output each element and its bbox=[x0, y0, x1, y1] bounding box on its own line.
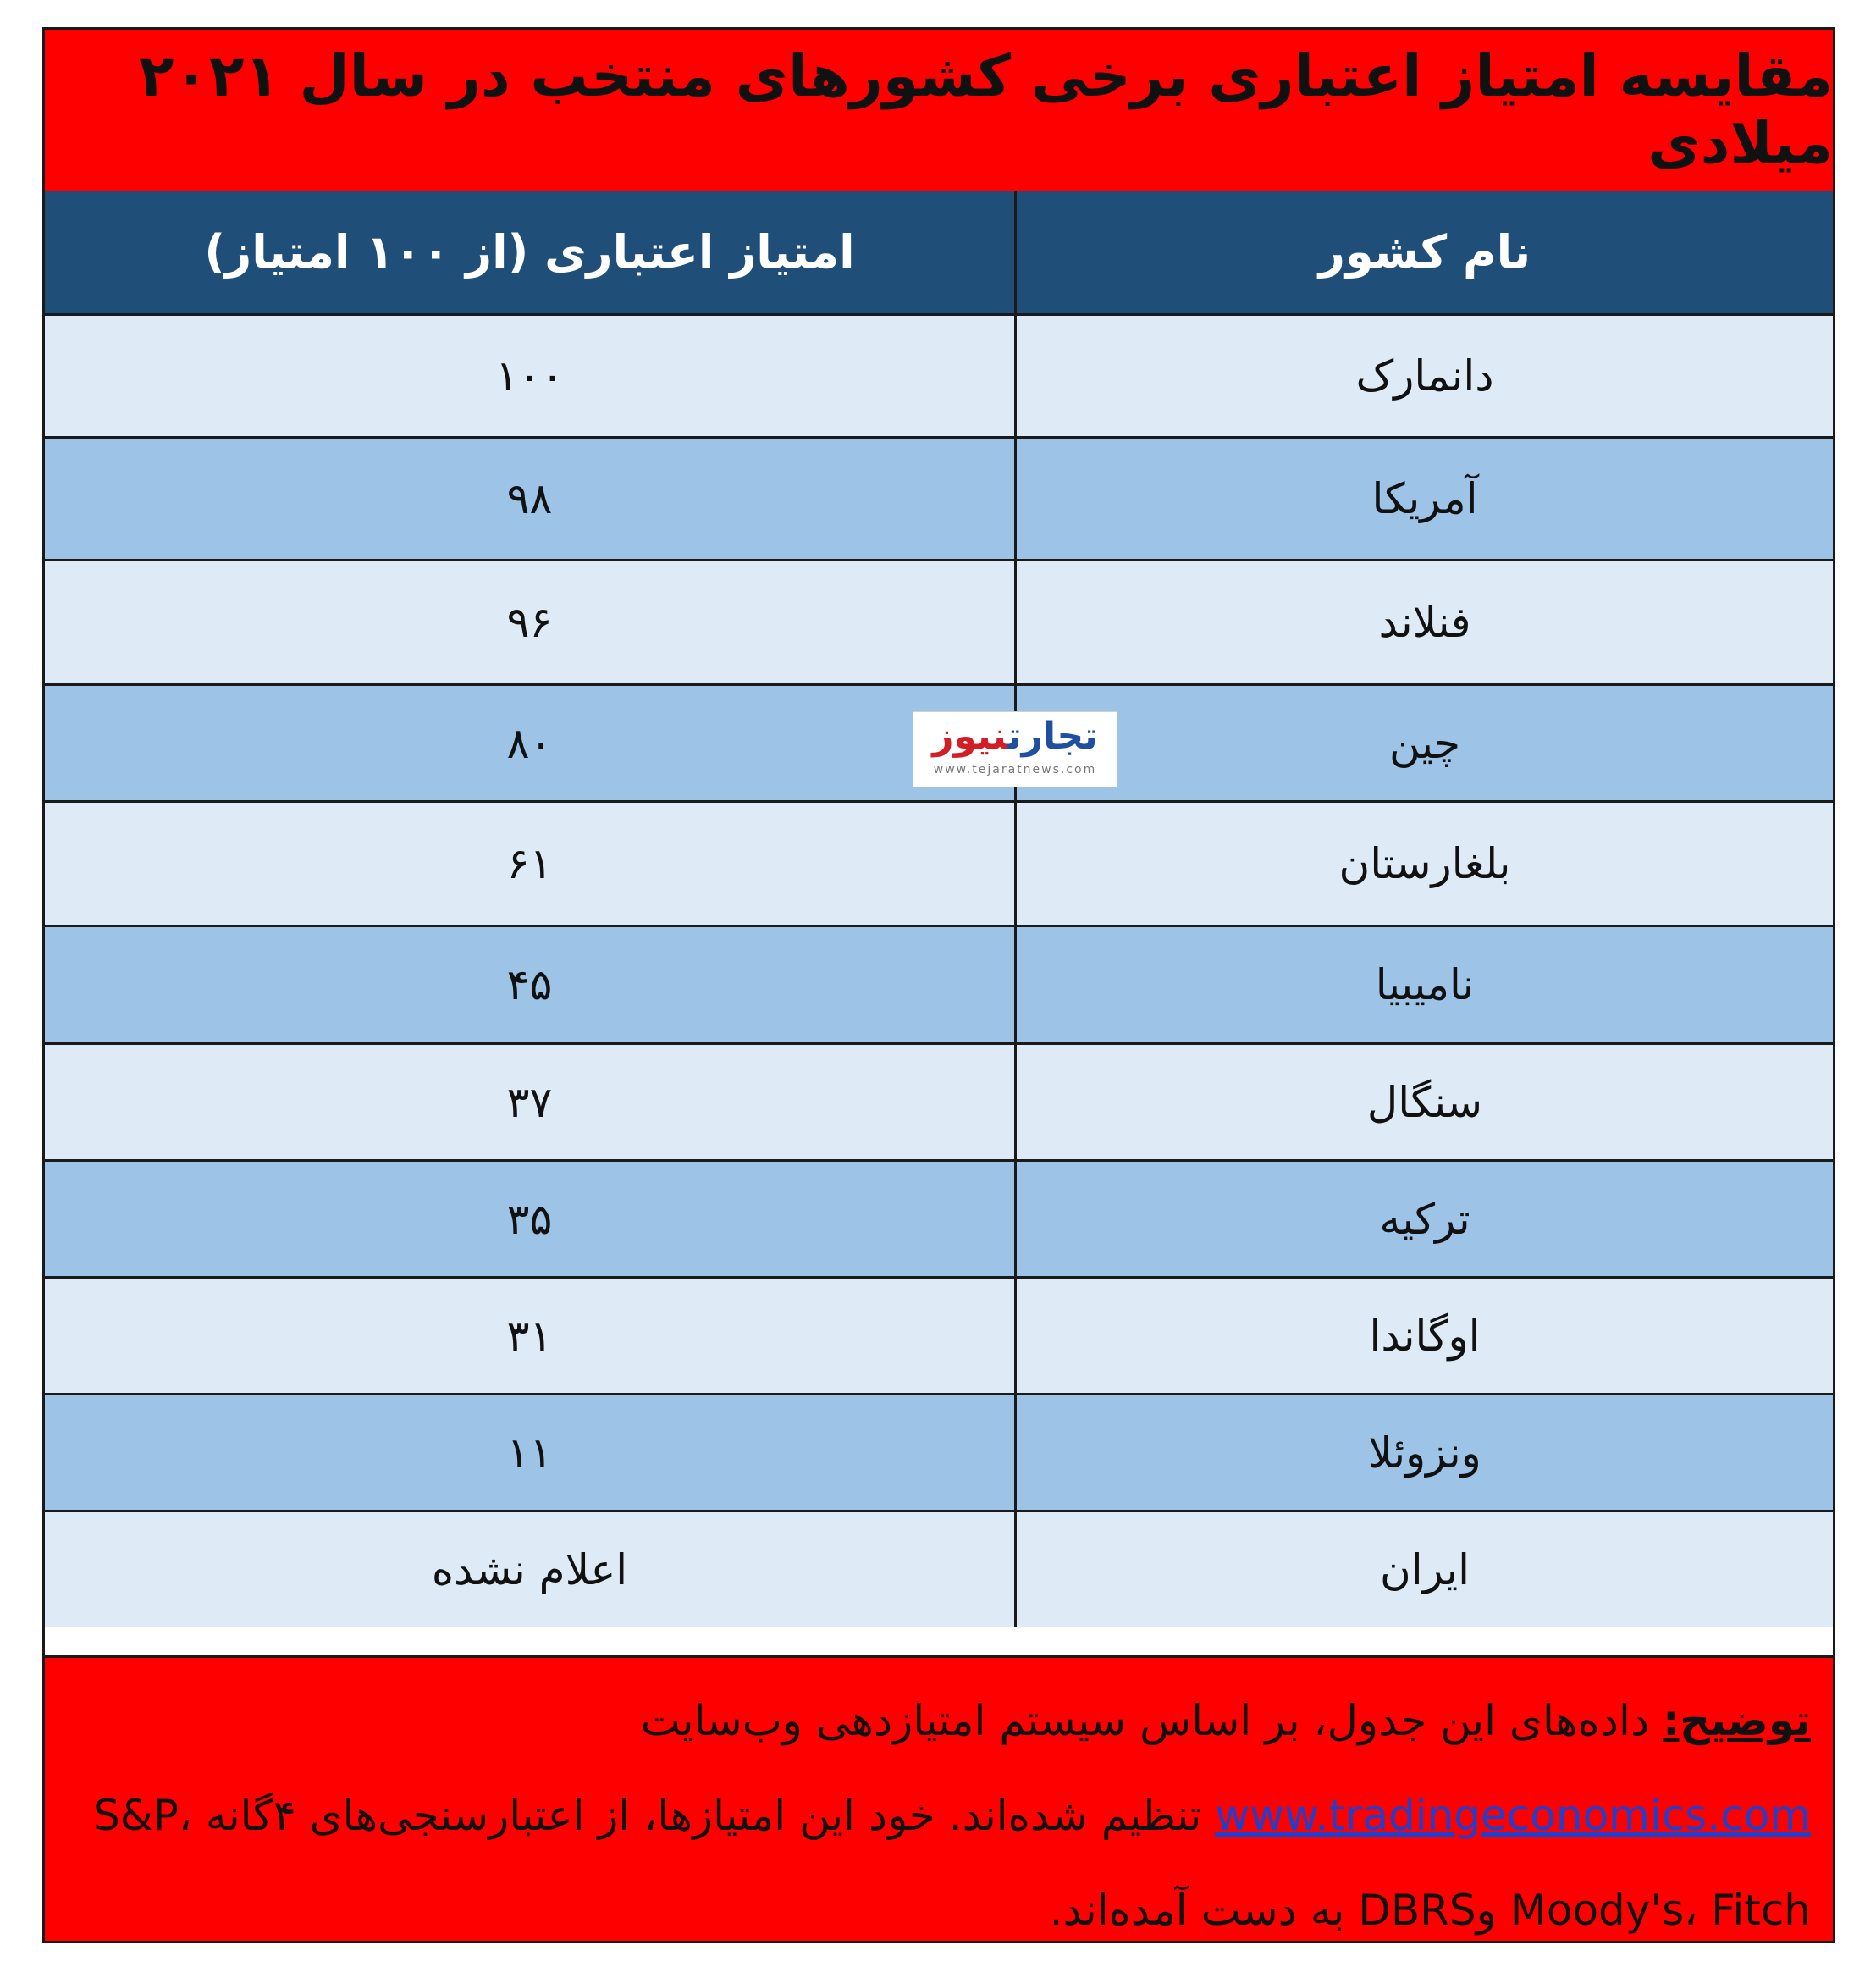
table-row bbox=[45, 1510, 1833, 1627]
country-cell: اوگاندا bbox=[1014, 1279, 1833, 1393]
table-header-row bbox=[45, 191, 1833, 313]
country-cell: چین bbox=[1014, 686, 1833, 800]
table-row bbox=[45, 436, 1833, 559]
watermark-url: www.tejaratnews.com bbox=[933, 763, 1097, 776]
table-row bbox=[45, 1393, 1833, 1510]
table-row bbox=[45, 1042, 1833, 1159]
score-cell: ۳۱ bbox=[506, 1311, 553, 1361]
score-cell: ۹۸ bbox=[506, 474, 553, 523]
score-cell: ۱۰۰ bbox=[495, 351, 564, 401]
country-cell: آمریکا bbox=[1014, 439, 1833, 559]
score-cell: ۹۶ bbox=[506, 598, 553, 647]
score-cell: ۳۷ bbox=[506, 1077, 553, 1127]
table-body bbox=[45, 313, 1833, 1627]
source-link[interactable]: www.tradingeconomics.com bbox=[1215, 1791, 1811, 1840]
footnote bbox=[45, 1655, 1833, 1941]
score-cell: ۴۵ bbox=[506, 960, 553, 1009]
watermark-name bbox=[913, 712, 1117, 761]
footnote-label: توضیح: bbox=[1663, 1696, 1811, 1745]
page-title: مقایسه امتیاز اعتباری برخی کشورهای منتخب در سال ۲۰۲۱ میلادی bbox=[138, 43, 1833, 177]
table-row bbox=[45, 1159, 1833, 1276]
table-row bbox=[45, 1276, 1833, 1393]
country-cell: نامیبیا bbox=[1014, 927, 1833, 1042]
watermark-name-part1: تجارت bbox=[1007, 715, 1098, 758]
header-country: نام کشور bbox=[1014, 191, 1833, 313]
country-cell: ونزوئلا bbox=[1014, 1395, 1833, 1510]
country-cell: سنگال bbox=[1014, 1045, 1833, 1159]
score-cell: ۳۵ bbox=[506, 1194, 553, 1244]
table-row bbox=[45, 925, 1833, 1042]
table-row bbox=[45, 313, 1833, 436]
watermark-name-part2: نیوز bbox=[932, 715, 1008, 758]
table-row bbox=[45, 800, 1833, 925]
country-cell: بلغارستان bbox=[1014, 803, 1833, 925]
country-cell: فنلاند bbox=[1014, 561, 1833, 683]
title-bar bbox=[45, 30, 1833, 191]
watermark-logo bbox=[913, 711, 1117, 787]
score-cell: اعلام نشده bbox=[431, 1544, 628, 1594]
footnote-text-before: داده‌های این جدول، بر اساس سیستم امتیازدهی وب‌سایت bbox=[640, 1696, 1664, 1745]
country-cell: ترکیه bbox=[1014, 1162, 1833, 1276]
country-cell: ایران bbox=[1014, 1512, 1833, 1627]
table-frame bbox=[42, 27, 1835, 1943]
country-cell: دانمارک bbox=[1014, 316, 1833, 436]
score-cell: ۱۱ bbox=[506, 1428, 553, 1478]
footnote-text-after: تنظیم شده‌اند. خود این امتیازها، از اعتبارسنجی‌های ۴گانه S&P، Moody's، Fitch وDBRS به دست آمده‌اند. bbox=[93, 1791, 1811, 1935]
score-cell: ۸۰ bbox=[506, 718, 553, 768]
header-score: امتیاز اعتباری (از ۱۰۰ امتیاز) bbox=[204, 225, 855, 279]
credit-score-table bbox=[45, 191, 1833, 1627]
table-row bbox=[45, 559, 1833, 683]
score-cell: ۶۱ bbox=[506, 839, 553, 888]
